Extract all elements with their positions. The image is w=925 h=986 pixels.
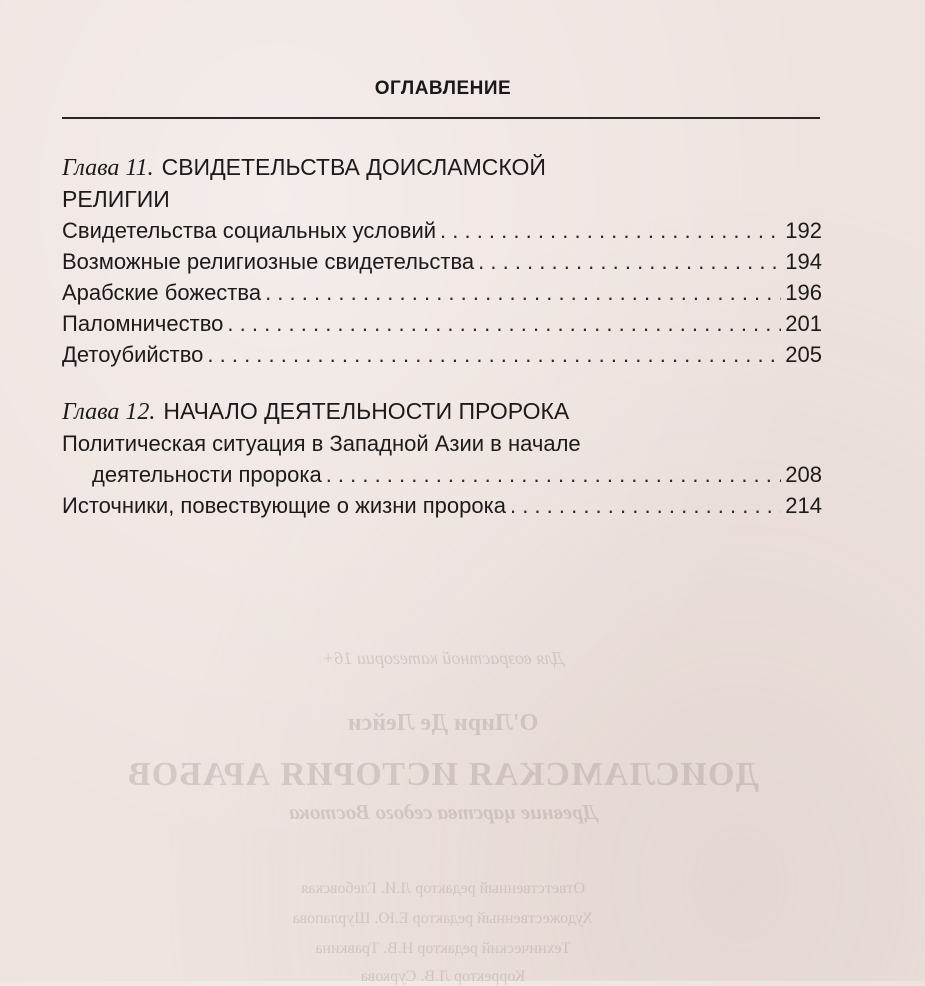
bleed-through-author: О'Лири Де Лейси	[347, 710, 539, 736]
toc-entry-continuation	[62, 459, 822, 490]
chapter-11-section	[62, 152, 822, 370]
toc-entry-page: 196	[785, 280, 822, 305]
bleed-through-credit: Ответственный редактор Л.И. Глебовская	[300, 880, 586, 897]
toc-entry-page: 214	[785, 493, 822, 518]
dot-leader	[326, 459, 782, 490]
chapter-title: НАЧАЛО ДЕЯТЕЛЬНОСТИ ПРОРОКА	[163, 398, 570, 424]
toc-entry-page: 201	[785, 311, 822, 336]
toc-entry[interactable]	[62, 339, 822, 370]
toc-entry-page: 205	[785, 342, 822, 367]
toc-entry-title: Арабские божества	[62, 280, 262, 305]
bleed-through-credit: Корректор Л.В. Суркова	[360, 968, 526, 985]
bleed-through-age-rating: Для возрастной категории 16+	[322, 648, 564, 668]
bleed-through-credit: Технический редактор Н.В. Травкина	[315, 940, 571, 957]
toc-entry-page: 208	[785, 462, 822, 487]
title-divider	[62, 117, 820, 119]
bleed-through-subtitle: Древние царства седого Востока	[288, 800, 598, 824]
dot-leader	[265, 277, 781, 308]
dot-leader	[510, 490, 781, 521]
toc-entry[interactable]	[62, 428, 822, 490]
toc-entry[interactable]	[62, 246, 822, 277]
chapter-label: Глава 11.	[62, 155, 154, 181]
dot-leader	[207, 339, 781, 370]
toc-entry-title: Свидетельства социальных условий	[62, 218, 437, 243]
chapter-heading	[62, 152, 822, 184]
page-title: ОГЛАВЛЕНИЕ	[374, 78, 512, 99]
chapter-label: Глава 12.	[62, 399, 156, 425]
dot-leader	[440, 215, 781, 246]
toc-entry-title: Паломничество	[62, 311, 224, 336]
toc-entry-title-line2: деятельности пророка	[92, 462, 322, 487]
dot-leader	[478, 246, 781, 277]
chapter-heading-continued	[62, 184, 822, 215]
toc-entry-page: 194	[785, 249, 822, 274]
toc-entry[interactable]	[62, 215, 822, 246]
bleed-through-book-title: ДОИСЛАМСКАЯ ИСТОРИЯ АРАБОВ	[127, 756, 759, 793]
chapter-title: СВИДЕТЕЛЬСТВА ДОИСЛАМСКОЙ	[161, 154, 546, 180]
toc-entry-title: Возможные религиозные свидетельства	[62, 249, 475, 274]
chapter-title-line2: РЕЛИГИИ	[62, 186, 170, 212]
toc-entry-title: Политическая ситуация в Западной Азии в начале	[62, 431, 581, 456]
toc-entry[interactable]	[62, 490, 822, 521]
toc-entry[interactable]	[62, 277, 822, 308]
toc-entry-page: 192	[785, 218, 822, 243]
dot-leader	[227, 308, 781, 339]
toc-entry[interactable]	[62, 308, 822, 339]
toc-entry-title: Детоубийство	[62, 342, 204, 367]
toc-entry-title: Источники, повествующие о жизни пророка	[62, 493, 506, 518]
bleed-through-credit: Художественный редактор Е.Ю. Шурлапова	[292, 910, 594, 927]
chapter-heading	[62, 396, 822, 428]
chapter-12-section	[62, 396, 822, 521]
